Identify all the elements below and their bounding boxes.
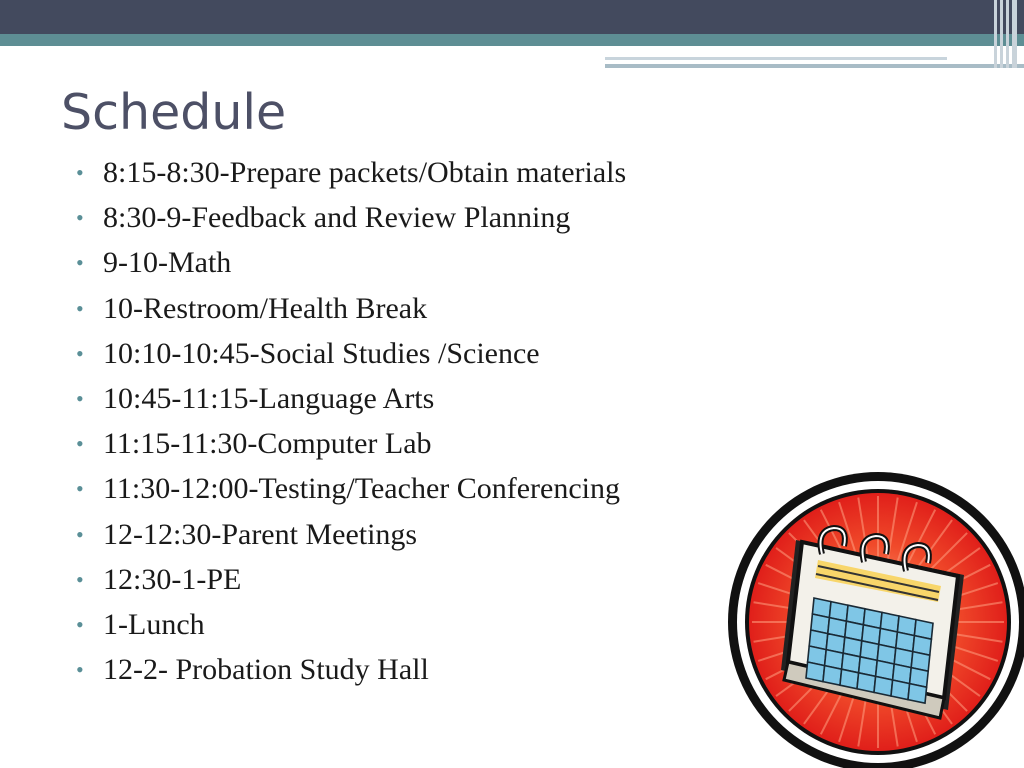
- schedule-item: [76, 421, 626, 466]
- schedule-item: [76, 512, 626, 557]
- bullet-icon: •: [76, 566, 84, 592]
- bullet-icon: •: [76, 250, 84, 276]
- header-accent-band: [0, 34, 1024, 46]
- schedule-item-text: 9-10-Math: [103, 246, 232, 280]
- schedule-item: [76, 286, 626, 331]
- schedule-list: [76, 150, 626, 692]
- bullet-icon: •: [76, 657, 84, 683]
- bullet-icon: •: [76, 431, 84, 457]
- schedule-item: [76, 150, 626, 195]
- schedule-item-text: 12-2- Probation Study Hall: [103, 653, 429, 687]
- schedule-item: [76, 602, 626, 647]
- schedule-item: [76, 557, 626, 602]
- schedule-item: [76, 195, 626, 240]
- calendar-icon: [726, 470, 1024, 768]
- schedule-item-text: 12-12:30-Parent Meetings: [103, 517, 418, 551]
- schedule-item: [76, 466, 626, 511]
- schedule-item: [76, 647, 626, 692]
- corner-stripes: [994, 0, 1024, 68]
- bullet-icon: •: [76, 295, 84, 321]
- header-accent-line: [605, 57, 947, 60]
- schedule-item-text: 10:10-10:45-Social Studies /Science: [103, 336, 540, 370]
- bullet-icon: •: [76, 611, 84, 637]
- bullet-icon: •: [76, 160, 84, 185]
- schedule-item-text: 1-Lunch: [103, 607, 205, 641]
- schedule-item-text: 11:15-11:30-Computer Lab: [103, 427, 432, 461]
- bullet-icon: •: [76, 385, 84, 411]
- schedule-item-text: 8:15-8:30-Prepare packets/Obtain materials: [103, 156, 627, 189]
- bullet-icon: •: [76, 340, 84, 366]
- schedule-item: [76, 240, 626, 285]
- schedule-item: [76, 331, 626, 376]
- schedule-item-text: 10-Restroom/Health Break: [103, 291, 428, 325]
- schedule-item: [76, 376, 626, 421]
- header-bar: [0, 0, 1024, 34]
- schedule-item-text: 12:30-1-PE: [103, 562, 242, 596]
- bullet-icon: •: [76, 521, 84, 547]
- schedule-item-text: 10:45-11:15-Language Arts: [103, 381, 435, 415]
- bullet-icon: •: [76, 205, 84, 231]
- bullet-icon: •: [76, 476, 84, 502]
- schedule-item-text: 11:30-12:00-Testing/Teacher Conferencing: [103, 472, 621, 506]
- header-accent-line: [605, 64, 1024, 68]
- slide-title: Schedule: [61, 84, 287, 141]
- schedule-item-text: 8:30-9-Feedback and Review Planning: [103, 201, 571, 235]
